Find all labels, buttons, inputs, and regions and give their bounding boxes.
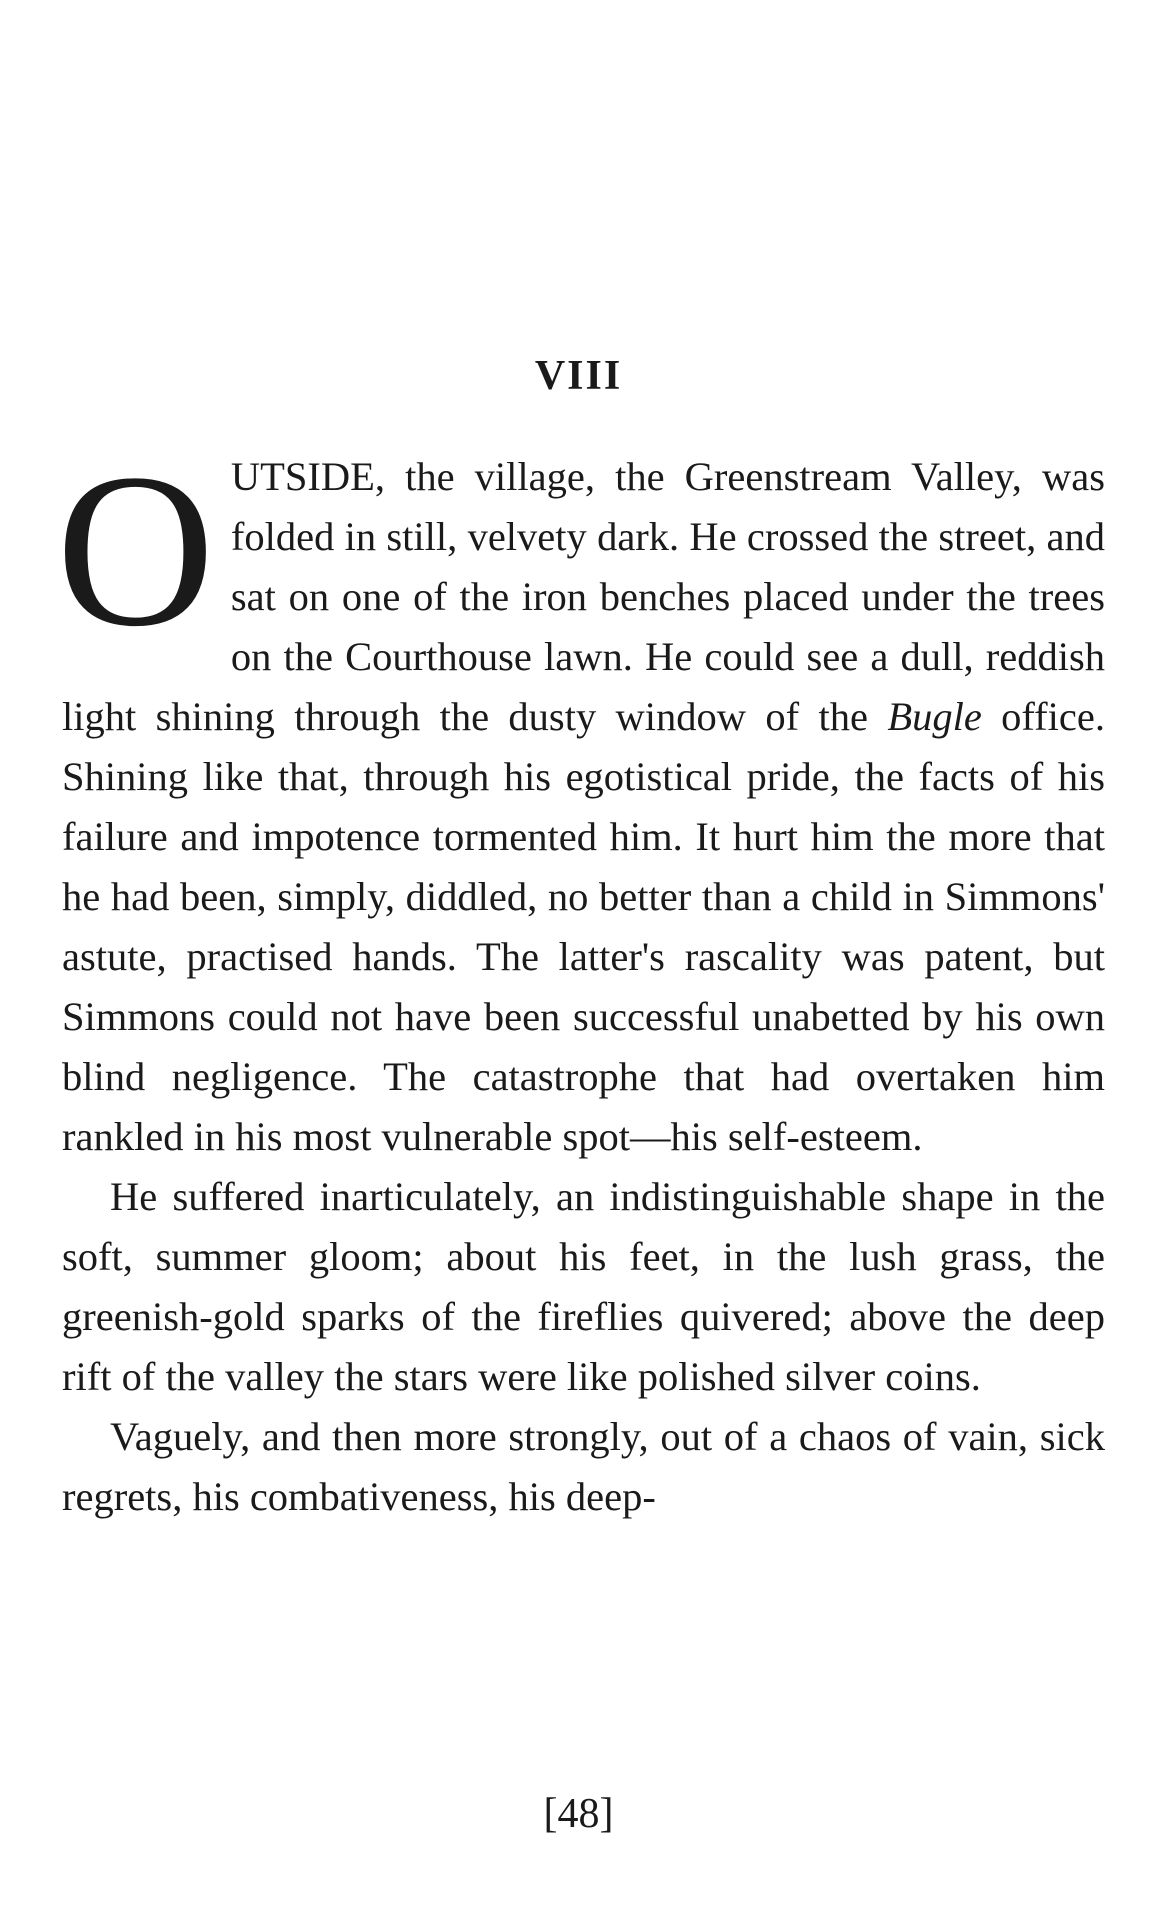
- page-number: [48]: [543, 1791, 614, 1837]
- text-segment: Vaguely, and then more strongly, out of a chaos of vain, sick regrets, his combativeness, his deep-: [62, 1414, 1105, 1519]
- paragraph-3: [62, 1407, 1105, 1527]
- drop-cap: O: [56, 428, 215, 672]
- text-segment: UTSIDE, the village, the Greenstream Valley, was folded in still, velvety dark. He crossed the street, and sat on one of the iron benches placed under the trees on the Courthouse lawn. He could see a dull, reddish light shining through the dusty window of the: [62, 454, 1105, 739]
- newspaper-title: Bugle: [887, 694, 982, 739]
- paragraph-2: [62, 1167, 1105, 1407]
- paragraph-1: [56, 428, 1105, 1167]
- chapter-heading: VIII: [534, 353, 623, 399]
- text-segment: He suffered inarticulately, an indistinguishable shape in the soft, summer gloom; about his feet, in the lush grass, the greenish-gold sparks of the fireflies quivered; above the deep rift of the valley the stars were like polished silver coins.: [62, 1174, 1105, 1399]
- body-text: [56, 428, 1105, 1527]
- text-segment: office. Shining like that, through his egotistical pride, the facts of his failure and impotence tormented him. It hurt him the more that he had been, simply, diddled, no better than a child in Simmons' astute, practised hands. The latter's rascality was patent, but Simmons could not have been successful unabetted by his own blind negligence. The catastrophe that had overtaken him rankled in his most vulnerable spot—his self-esteem.: [62, 694, 1105, 1159]
